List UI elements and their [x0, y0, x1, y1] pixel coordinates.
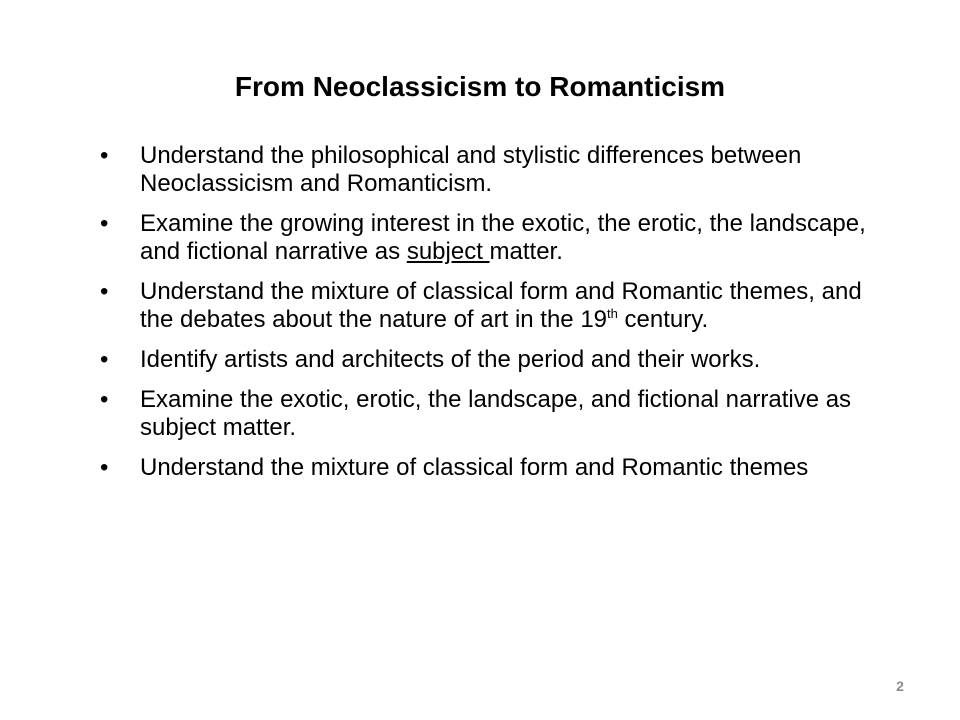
bullet-item [0, 210, 960, 266]
bullet-dot-icon: • [100, 210, 109, 237]
bullet-text-end: matter. [489, 238, 563, 265]
bullet-dot-icon: • [100, 454, 109, 481]
bullet-dot-icon: • [100, 278, 109, 305]
bullet-text-end: century. [617, 306, 709, 333]
bullet-dot-icon: • [100, 386, 109, 413]
bullet-text: Understand the mixture of classical form and Romantic themes [140, 454, 809, 481]
bullet-item [0, 346, 960, 374]
bullet-item [0, 386, 960, 442]
bullet-dot-icon: • [100, 142, 109, 169]
bullet-dot-icon: • [100, 346, 109, 373]
bullet-item [0, 278, 960, 334]
bullet-text: Understand the philosophical and stylistic differences between Neoclassicism and Romanticism. [140, 142, 802, 197]
bullet-text: Understand the mixture of classical form and Romantic themes, and the debates about the nature of art in the 19 [140, 278, 862, 333]
slide-title: From Neoclassicism to Romanticism [234, 71, 726, 102]
bullet-item [0, 142, 960, 198]
bullet-item [0, 454, 960, 482]
ordinal-superscript: th [607, 306, 618, 321]
bullet-list [0, 142, 960, 494]
bullet-text: Identify artists and architects of the period and their works. [140, 346, 761, 373]
bullet-text: Examine the growing interest in the exotic, the erotic, the landscape, and fictional narrative as [140, 210, 866, 265]
page-number: 2 [896, 678, 904, 694]
underlined-word: subject [406, 238, 490, 265]
bullet-text: Examine the exotic, erotic, the landscape, and fictional narrative as subject matter. [140, 386, 852, 441]
